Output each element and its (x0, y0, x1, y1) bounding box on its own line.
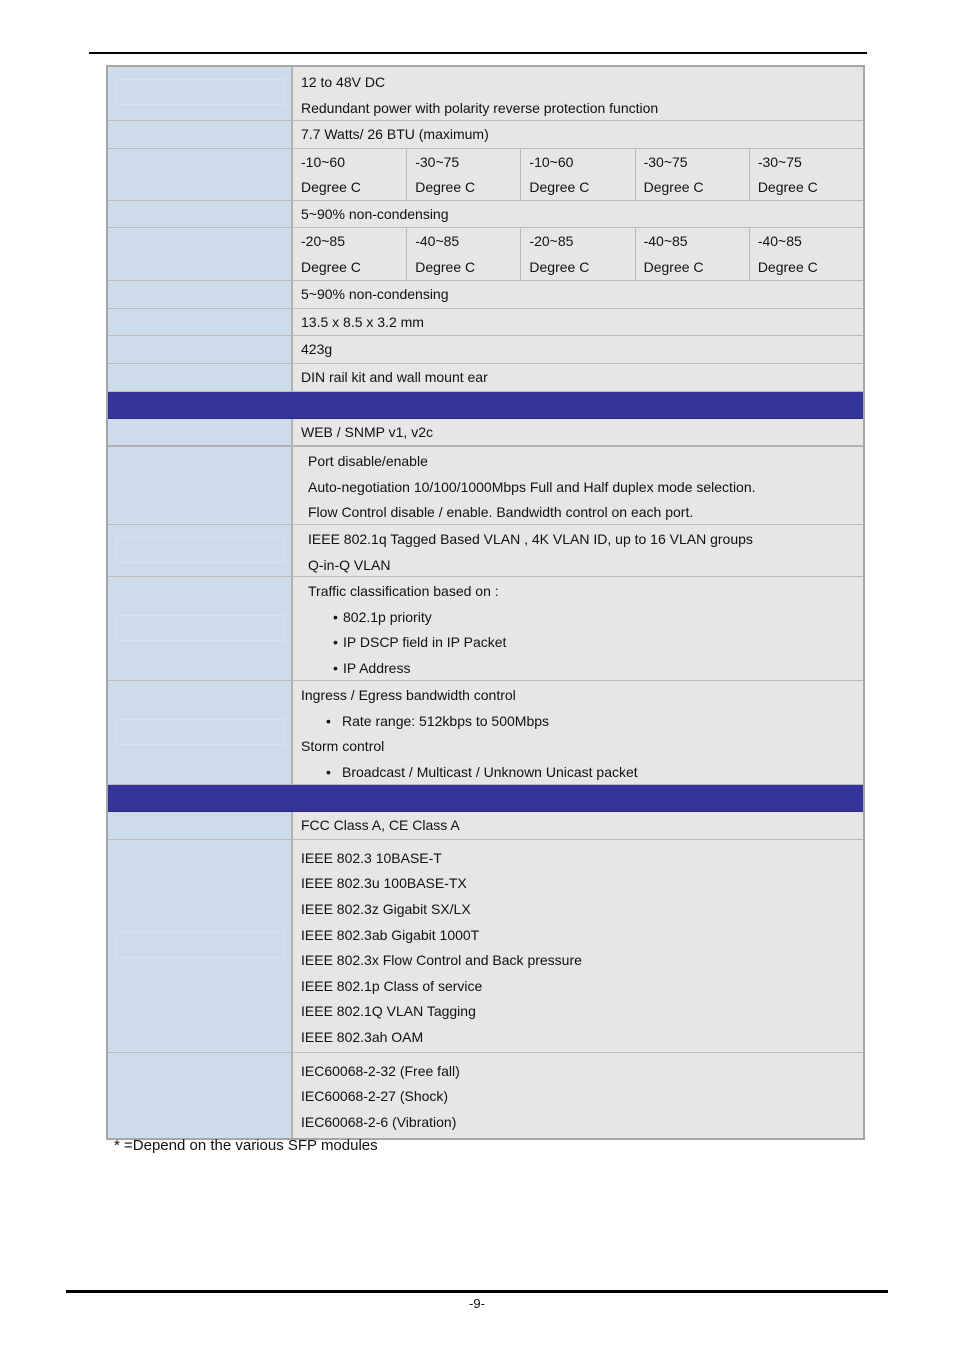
temp-column (636, 228, 750, 280)
label-cell (108, 577, 293, 680)
row-stability (108, 1053, 863, 1138)
footer-rule (66, 1290, 888, 1293)
standard-line: IEEE 802.3 10BASE-T (301, 849, 442, 866)
temp-range: -10~60 (529, 153, 574, 170)
label-cell (108, 840, 293, 1052)
temp-unit: Degree C (643, 179, 704, 196)
storage-humidity-value: 5~90% non-condensing (301, 286, 449, 303)
qos-intro: Traffic classification based on : (308, 583, 499, 600)
value-cell (293, 309, 863, 336)
value-cell (293, 1053, 863, 1138)
temp-column (293, 149, 407, 200)
row-storage-humidity (108, 281, 863, 309)
row-operating-humidity (108, 201, 863, 229)
row-weight (108, 336, 863, 364)
section-band-standards (108, 785, 863, 812)
qos-bullet: • IP DSCP field in IP Packet (308, 630, 855, 656)
value-cell (293, 67, 863, 120)
value-cell (293, 840, 863, 1052)
row-power-input (108, 67, 863, 121)
qos-bullet: • 802.1p priority (308, 605, 855, 631)
value-cell (293, 201, 863, 228)
standard-line: IEEE 802.3x Flow Control and Back pressure (301, 952, 582, 969)
value-cell (293, 447, 863, 524)
temp-unit: Degree C (301, 179, 361, 196)
label-cell (108, 419, 293, 446)
temp-column (750, 149, 863, 200)
temp-column (636, 149, 750, 200)
row-dimensions (108, 309, 863, 337)
label-cell (108, 1053, 293, 1138)
temp-range: -40~85 (415, 233, 460, 250)
storm-title: Storm control (301, 738, 385, 755)
row-storage-temperature (108, 228, 863, 281)
mounting-value: DIN rail kit and wall mount ear (301, 368, 488, 385)
label-cell (108, 67, 293, 120)
label-cell (108, 228, 293, 280)
temp-unit: Degree C (529, 179, 590, 196)
value-cell (293, 419, 863, 446)
stability-line: IEC60068-2-6 (Vibration) (301, 1113, 457, 1130)
standard-line: IEEE 802.1p Class of service (301, 977, 483, 994)
temp-unit: Degree C (643, 258, 704, 275)
management-interface-value: WEB / SNMP v1, v2c (301, 423, 433, 440)
port-config-line: Port disable/enable (308, 453, 428, 470)
standard-line: IEEE 802.3ab Gigabit 1000T (301, 926, 480, 943)
value-cell (293, 577, 863, 680)
temp-column (293, 228, 407, 280)
label-cell (108, 281, 293, 308)
power-input-line: Redundant power with polarity reverse protection function (301, 99, 659, 116)
emi-value: FCC Class A, CE Class A (301, 817, 460, 834)
value-cell (293, 336, 863, 363)
row-bandwidth-control (108, 681, 863, 785)
label-cell (108, 121, 293, 148)
standard-line: IEEE 802.3u 100BASE-TX (301, 875, 467, 892)
qos-bullet: • IP Address (308, 656, 855, 682)
value-cell (293, 525, 863, 576)
label-cell (108, 364, 293, 391)
row-qos (108, 577, 863, 681)
vlan-line: Q-in-Q VLAN (308, 556, 391, 573)
value-cell (293, 149, 863, 200)
temp-range: -20~85 (301, 233, 345, 250)
temp-range: -20~85 (529, 233, 574, 250)
value-cell (293, 281, 863, 308)
specification-table (106, 65, 865, 1140)
temp-range: -40~85 (757, 233, 802, 250)
stability-line: IEC60068-2-32 (Free fall) (301, 1062, 460, 1079)
label-cell (108, 336, 293, 363)
value-cell (293, 364, 863, 391)
row-operating-temperature (108, 149, 863, 201)
section-band-management (108, 392, 863, 419)
page-number: -9- (469, 1296, 485, 1311)
operating-humidity-value: 5~90% non-condensing (301, 205, 449, 222)
temp-range: -10~60 (301, 153, 345, 170)
row-mounting (108, 364, 863, 392)
temp-column (407, 228, 521, 280)
label-cell (108, 447, 293, 524)
temp-range: -30~75 (643, 153, 688, 170)
label-cell (108, 525, 293, 576)
bandwidth-title: Ingress / Egress bandwidth control (301, 687, 516, 704)
row-management-interface (108, 419, 863, 448)
temp-unit: Degree C (529, 258, 590, 275)
label-cell (108, 309, 293, 336)
label-cell (108, 201, 293, 228)
row-port-configuration (108, 447, 863, 525)
vlan-line: IEEE 802.1q Tagged Based VLAN , 4K VLAN ID, up to 16 VLAN groups (308, 531, 753, 548)
temp-column (750, 228, 863, 280)
temp-unit: Degree C (301, 258, 361, 275)
row-power-consumption (108, 121, 863, 149)
bandwidth-bullet: • Rate range: 512kbps to 500Mbps (301, 709, 855, 735)
dimensions-value: 13.5 x 8.5 x 3.2 mm (301, 313, 424, 330)
label-cell (108, 812, 293, 839)
stability-line: IEC60068-2-27 (Shock) (301, 1088, 449, 1105)
weight-value: 423g (301, 341, 333, 358)
standard-line: IEEE 802.1Q VLAN Tagging (301, 1003, 476, 1020)
row-vlan (108, 525, 863, 577)
power-input-line: 12 to 48V DC (301, 74, 386, 90)
row-standards (108, 840, 863, 1053)
label-cell (108, 681, 293, 784)
value-cell (293, 121, 863, 148)
temp-column (521, 149, 635, 200)
standard-line: IEEE 802.3ah OAM (301, 1028, 424, 1045)
header-rule (89, 52, 867, 54)
temp-range: -30~75 (415, 153, 460, 170)
label-cell (108, 149, 293, 200)
temp-range: -40~85 (643, 233, 688, 250)
temp-unit: Degree C (415, 258, 476, 275)
temp-range: -30~75 (757, 153, 802, 170)
power-consumption-value: 7.7 Watts/ 26 BTU (maximum) (301, 126, 489, 142)
temp-unit: Degree C (415, 179, 476, 196)
temp-column (521, 228, 635, 280)
temp-unit: Degree C (757, 179, 818, 196)
value-cell (293, 812, 863, 839)
row-emi (108, 812, 863, 840)
temp-column (407, 149, 521, 200)
value-cell (293, 681, 863, 784)
port-config-line: Flow Control disable / enable. Bandwidth control on each port. (308, 504, 694, 521)
temp-unit: Degree C (757, 258, 818, 275)
value-cell (293, 228, 863, 280)
port-config-line: Auto-negotiation 10/100/1000Mbps Full and Half duplex mode selection. (308, 478, 756, 495)
standard-line: IEEE 802.3z Gigabit SX/LX (301, 900, 471, 917)
footnote: * =Depend on the various SFP modules (114, 1137, 378, 1154)
storm-bullet: • Broadcast / Multicast / Unknown Unicast packet (301, 760, 855, 786)
